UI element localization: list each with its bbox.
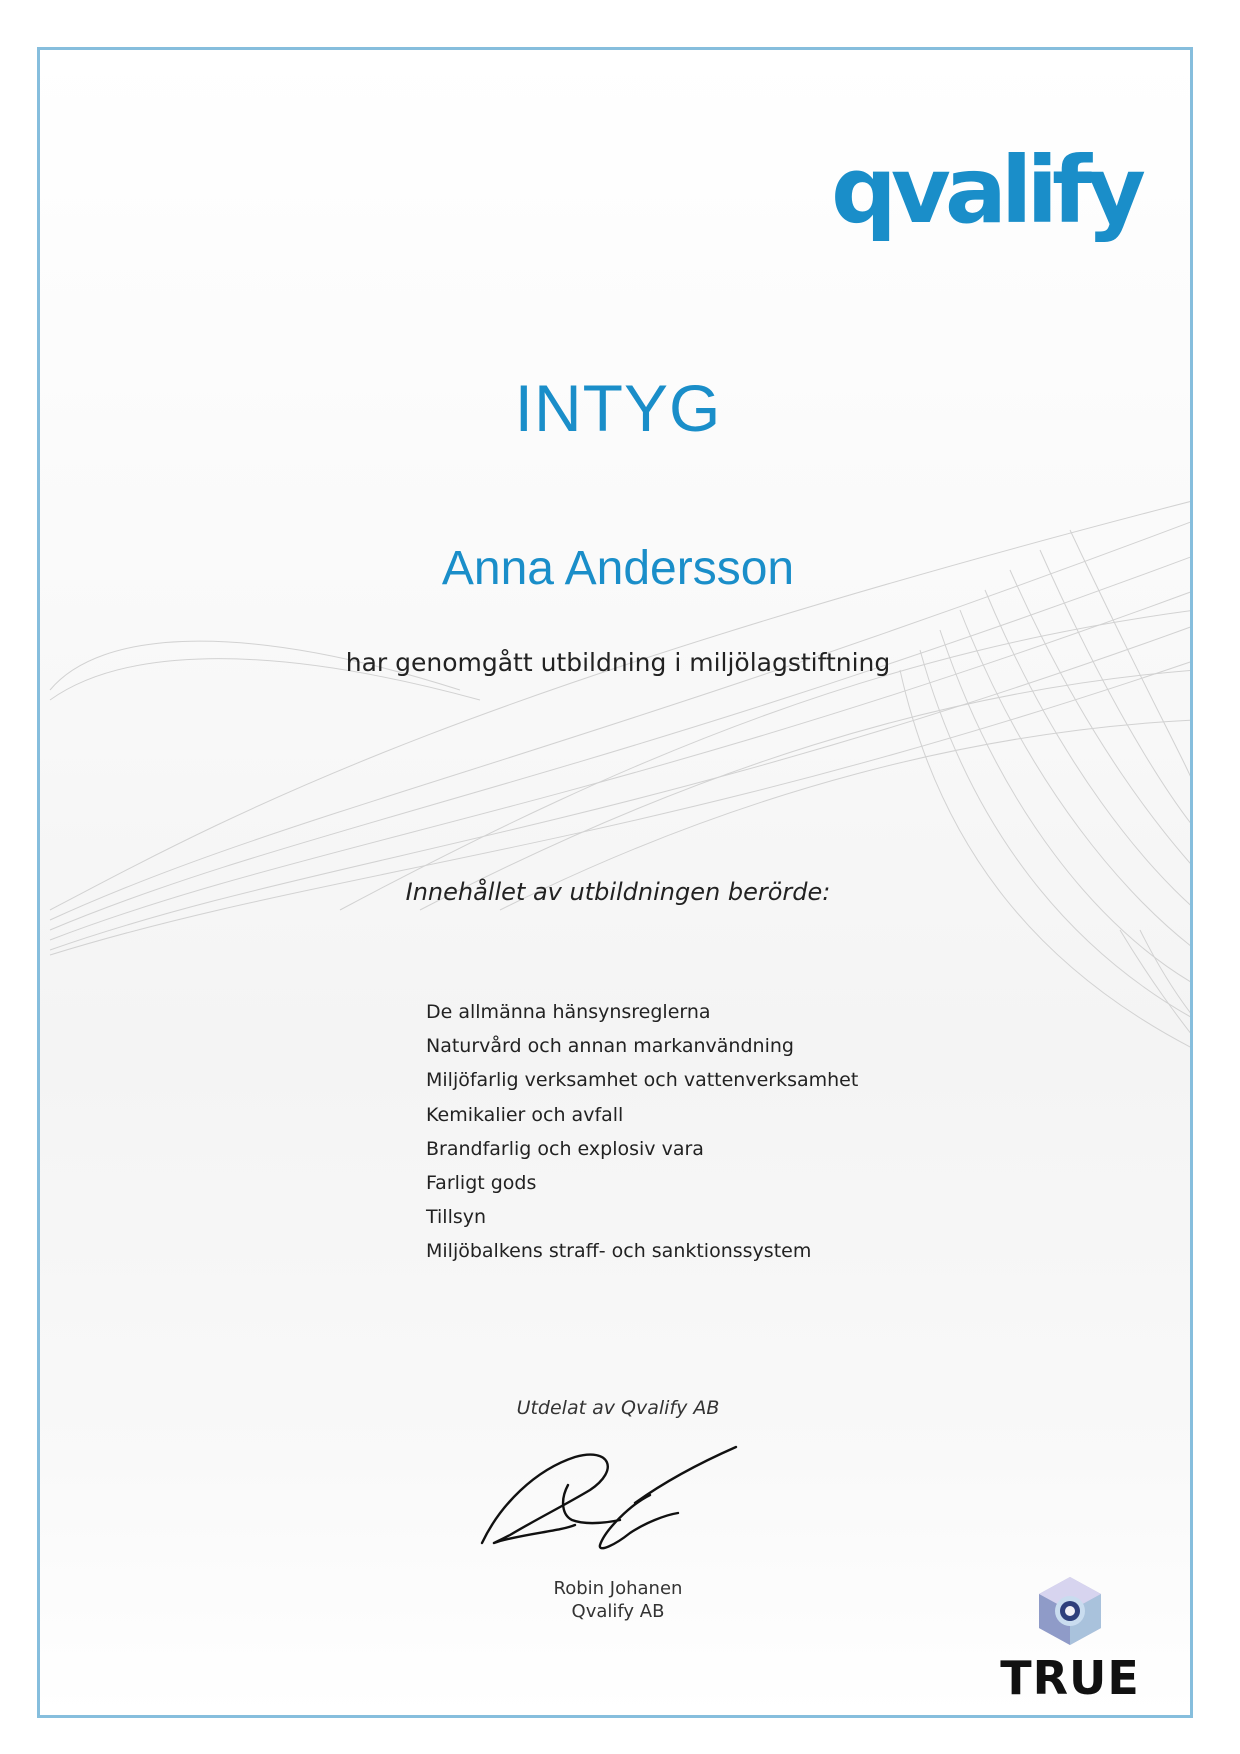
topic-item: Farligt gods bbox=[426, 1171, 537, 1194]
recipient-name: Anna Andersson bbox=[441, 542, 795, 595]
content-heading: Innehållet av utbildningen berörde: bbox=[405, 878, 831, 906]
signer-name: Robin Johanen bbox=[553, 1578, 683, 1599]
topic-item: Naturvård och annan markanvändning bbox=[426, 1035, 794, 1058]
certificate-title: INTYG bbox=[514, 371, 722, 445]
certificate-frame bbox=[37, 47, 1193, 1718]
topic-item: Miljöfarlig verksamhet och vattenverksamhet bbox=[426, 1069, 859, 1092]
true-badge bbox=[995, 1575, 1145, 1705]
qvalify-logo: qvalify bbox=[831, 137, 1140, 244]
topic-item: De allmänna hänsynsreglerna bbox=[426, 1001, 711, 1023]
true-badge-text: TRUE bbox=[1000, 1651, 1140, 1705]
issued-by: Utdelat av Qvalify AB bbox=[516, 1397, 720, 1419]
topics-list bbox=[426, 995, 858, 1269]
topic-item: Kemikalier och avfall bbox=[426, 1103, 624, 1126]
topic-item: Brandfarlig och explosiv vara bbox=[426, 1137, 704, 1160]
completion-statement: har genomgått utbildning i miljölagstiftning bbox=[345, 648, 891, 677]
topic-item: Tillsyn bbox=[426, 1206, 487, 1229]
topic-item: Miljöbalkens straff- och sanktionssystem bbox=[426, 1240, 812, 1263]
cube-icon bbox=[1033, 1575, 1107, 1647]
signer-organization: Qvalify AB bbox=[571, 1601, 665, 1622]
signature bbox=[480, 1445, 740, 1555]
